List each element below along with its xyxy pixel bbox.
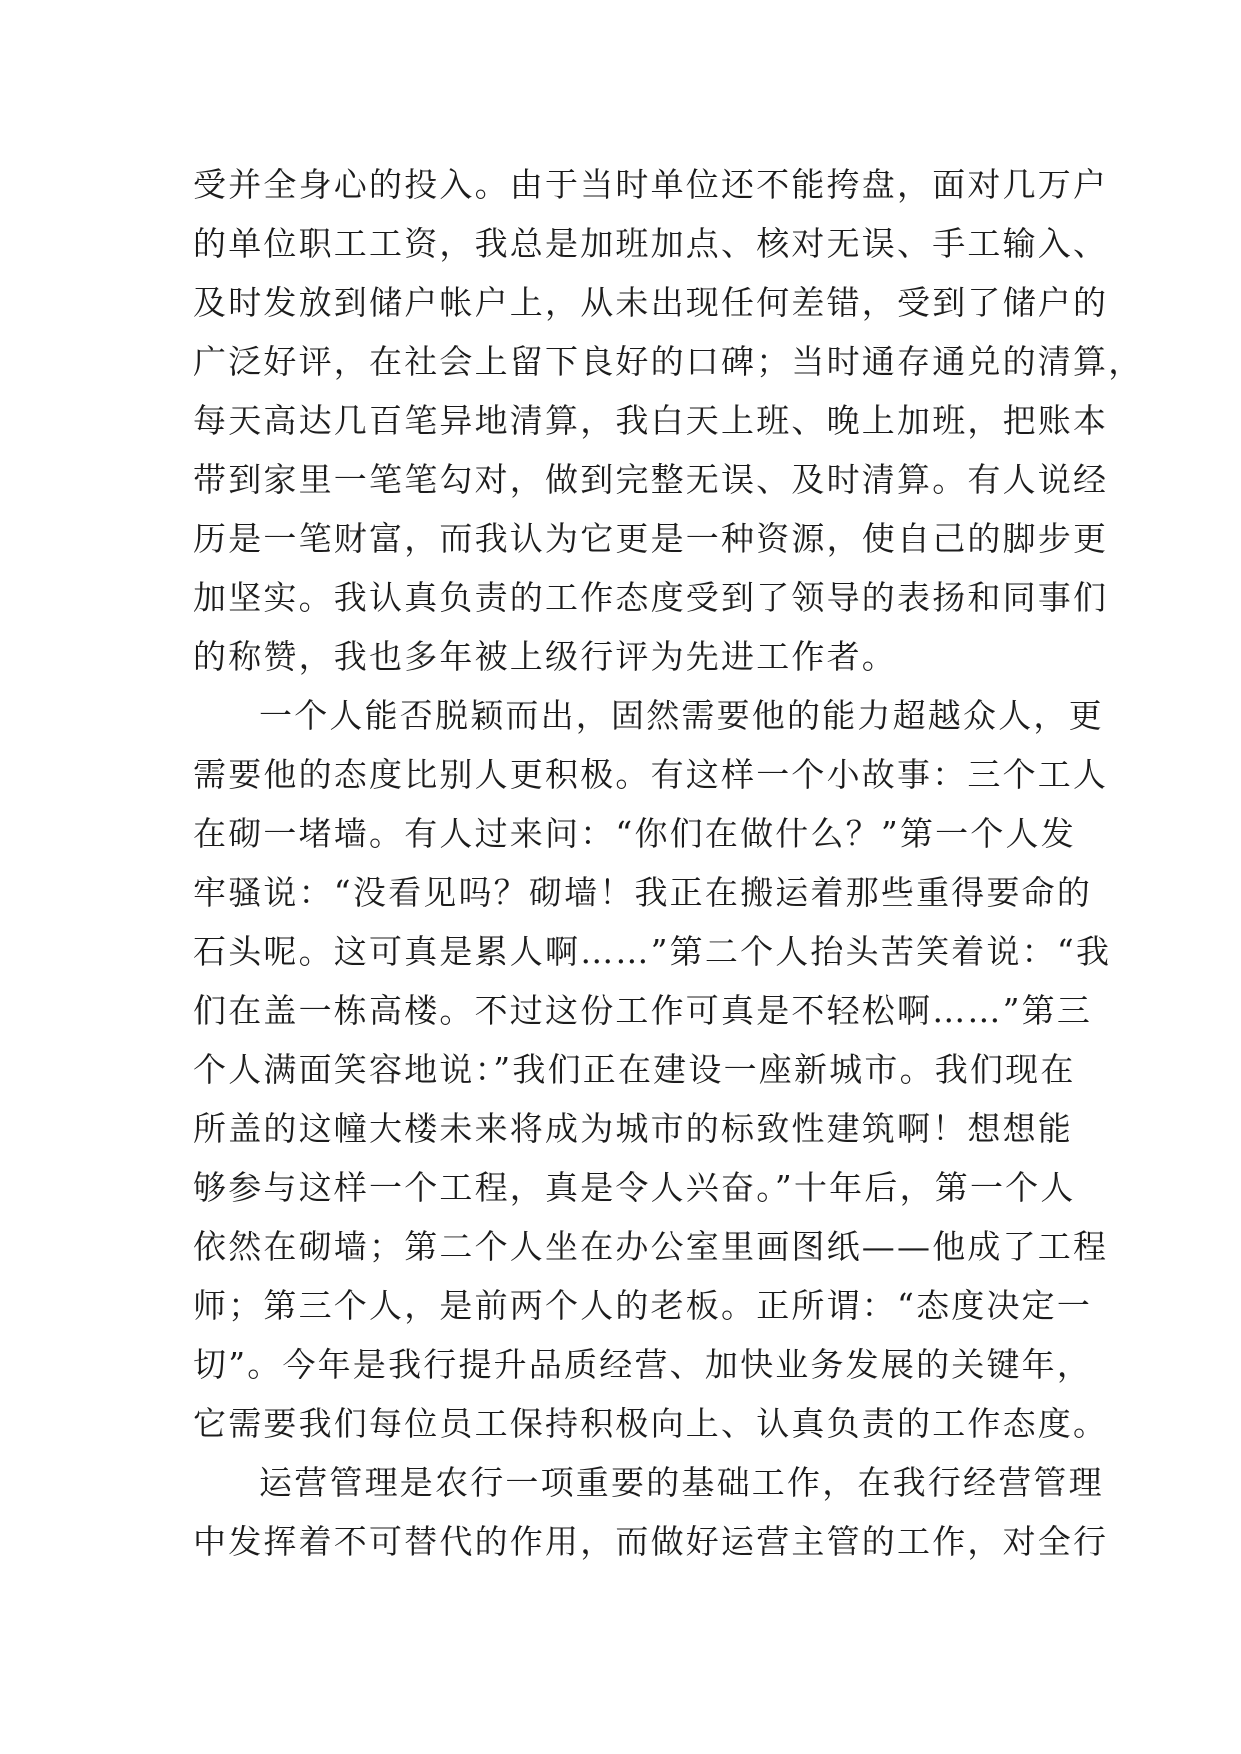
text-line: 所盖的这幢大楼未来将成为城市的标致性建筑啊！想想能 bbox=[193, 1109, 1073, 1148]
text-line: 广泛好评，在社会上留下良好的口碑；当时通存通兑的清算， bbox=[193, 342, 1144, 381]
text-line: 石头呢。这可真是累人啊……”第二个人抬头苦笑着说：“我 bbox=[193, 932, 1112, 971]
text-line: 切”。今年是我行提升品质经营、加快业务发展的关键年， bbox=[193, 1345, 1093, 1384]
paragraph-start-line: 一个人能否脱颖而出，固然需要他的能力超越众人，更 bbox=[259, 696, 1104, 735]
text-line: 中发挥着不可替代的作用，而做好运营主管的工作，对全行 bbox=[193, 1522, 1109, 1561]
text-line: 牢骚说：“没看见吗？砌墙！我正在搬运着那些重得要命的 bbox=[193, 873, 1093, 912]
text-line: 受并全身心的投入。由于当时单位还不能挎盘，面对几万户 bbox=[193, 165, 1109, 204]
text-line: 在砌一堵墙。有人过来问：“你们在做什么？”第一个人发 bbox=[193, 814, 1076, 853]
text-line: 个人满面笑容地说：”我们正在建设一座新城市。我们现在 bbox=[193, 1050, 1076, 1089]
text-line: 加坚实。我认真负责的工作态度受到了领导的表扬和同事们 bbox=[193, 578, 1109, 617]
text-line: 历是一笔财富，而我认为它更是一种资源，使自己的脚步更 bbox=[193, 519, 1109, 558]
text-line: 需要他的态度比别人更积极。有这样一个小故事：三个工人 bbox=[193, 755, 1109, 794]
text-line: 它需要我们每位员工保持积极向上、认真负责的工作态度。 bbox=[193, 1404, 1109, 1443]
text-line: 的单位职工工资，我总是加班加点、核对无误、手工输入、 bbox=[193, 224, 1109, 263]
paragraph-start-line: 运营管理是农行一项重要的基础工作，在我行经营管理 bbox=[259, 1463, 1104, 1502]
text-line: 依然在砌墙；第二个人坐在办公室里画图纸——他成了工程 bbox=[193, 1227, 1109, 1266]
text-line: 们在盖一栋高楼。不过这份工作可真是不轻松啊……”第三 bbox=[193, 991, 1093, 1030]
text-line: 每天高达几百笔异地清算，我白天上班、晚上加班，把账本 bbox=[193, 401, 1109, 440]
text-line: 够参与这样一个工程，真是令人兴奋。”十年后，第一个人 bbox=[193, 1168, 1076, 1207]
text-line: 师；第三个人，是前两个人的老板。正所谓：“态度决定一 bbox=[193, 1286, 1093, 1325]
text-line: 带到家里一笔笔勾对，做到完整无误、及时清算。有人说经 bbox=[193, 460, 1109, 499]
text-line: 的称赞，我也多年被上级行评为先进工作者。 bbox=[193, 637, 897, 676]
text-line: 及时发放到储户帐户上，从未出现任何差错，受到了储户的 bbox=[193, 283, 1109, 322]
document-body bbox=[193, 155, 1144, 1571]
